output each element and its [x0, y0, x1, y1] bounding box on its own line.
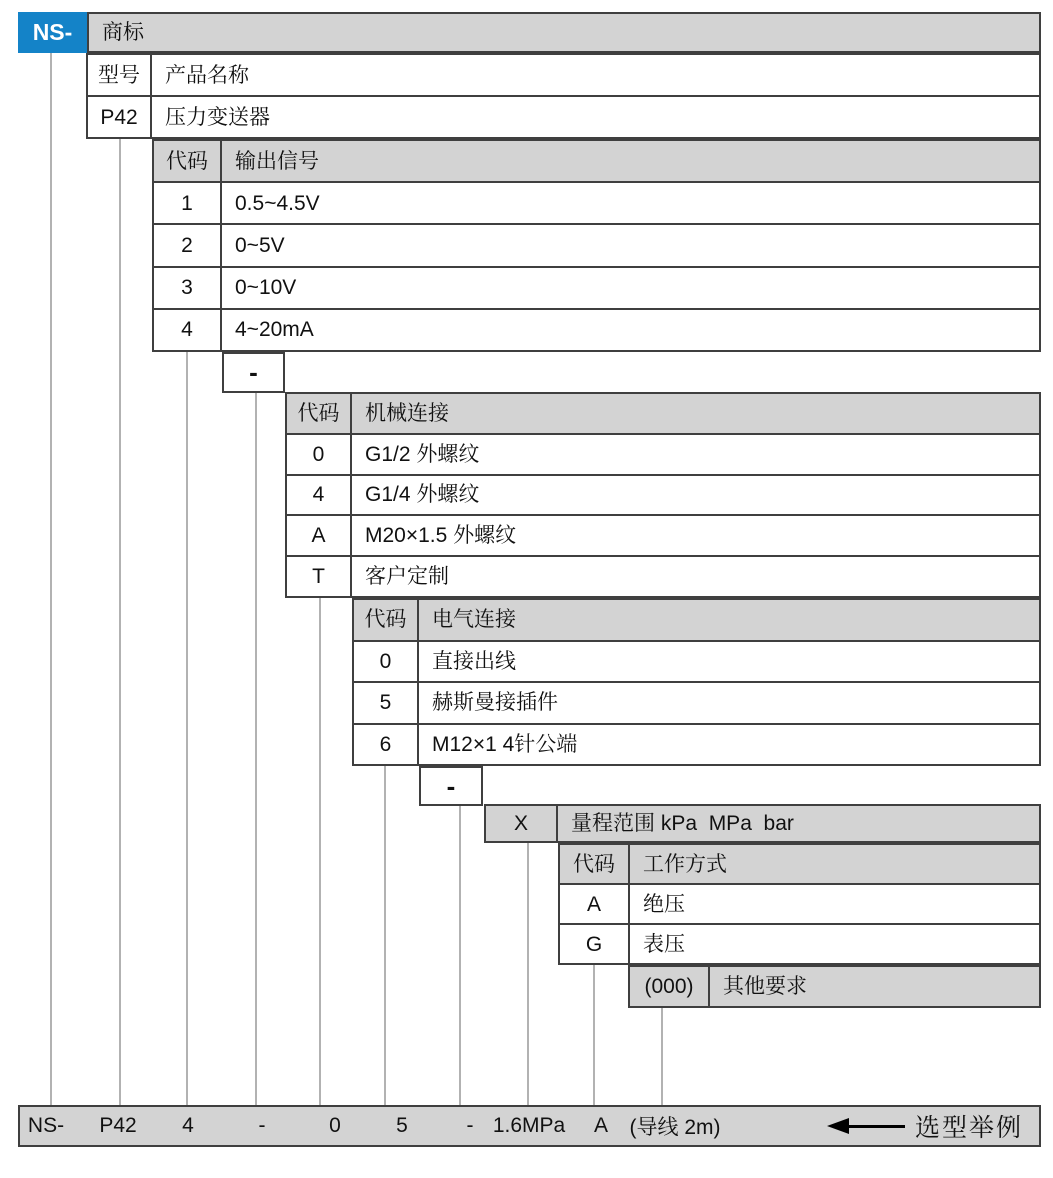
label-text: 0.5~4.5V	[235, 191, 320, 215]
range-bar	[484, 804, 1041, 843]
trademark-label: 商标	[102, 21, 144, 44]
connector-line-brand	[50, 53, 52, 1105]
header-code-text: 代码	[166, 149, 208, 173]
label-text: 压力变送器	[165, 105, 270, 129]
code-cell	[154, 310, 222, 350]
label-cell	[222, 225, 1039, 265]
connector-line-model	[119, 139, 121, 1105]
label-text: G1/2 外螺纹	[365, 442, 480, 466]
code-text: A	[311, 524, 326, 548]
code-text: T	[312, 565, 325, 589]
table-header-row	[88, 55, 1039, 95]
table-row	[154, 308, 1039, 350]
model-table	[86, 53, 1041, 139]
code-text: G	[585, 932, 603, 956]
label-cell	[352, 435, 1039, 474]
header-label-text: 电气连接	[432, 608, 516, 632]
example-pointer	[827, 1107, 1023, 1145]
label-text: 直接出线	[432, 649, 516, 673]
label-cell	[222, 310, 1039, 350]
header-label-text: 工作方式	[643, 852, 727, 876]
example-part: P42	[99, 1114, 137, 1137]
label-cell	[558, 806, 1039, 841]
label-cell	[152, 97, 1039, 137]
header-code-cell	[287, 394, 352, 433]
label-text: M20×1.5 外螺纹	[365, 524, 517, 548]
code-cell	[560, 885, 630, 923]
label-cell	[419, 683, 1039, 723]
connector-line-mode	[593, 965, 595, 1105]
table-row	[354, 681, 1039, 723]
header-label-cell	[222, 141, 1039, 181]
connector-line-dash2	[459, 806, 461, 1105]
label-cell	[419, 642, 1039, 682]
header-code-text: 代码	[364, 608, 407, 632]
connector-line-range	[527, 843, 529, 1105]
label-cell	[630, 925, 1039, 963]
header-label-text: 输出信号	[235, 149, 319, 173]
label-text: 4~20mA	[235, 318, 314, 342]
header-code-text: 代码	[573, 852, 615, 876]
table-row	[354, 640, 1039, 682]
example-part: -	[466, 1114, 474, 1137]
connector-line-other	[661, 1008, 663, 1105]
dash-text: -	[249, 357, 258, 387]
table-row	[88, 95, 1039, 137]
trademark-bar	[87, 12, 1041, 53]
label-text: M12×1 4针公端	[432, 732, 578, 756]
brand-code-box	[18, 12, 87, 53]
label-text: 其他要求	[723, 975, 807, 998]
code-text: 2	[181, 234, 193, 257]
table-row	[154, 181, 1039, 223]
label-text: G1/4 外螺纹	[365, 483, 480, 507]
code-cell	[287, 557, 352, 596]
code-cell	[154, 183, 222, 223]
table-row	[560, 923, 1039, 963]
header-label-text: 产品名称	[165, 63, 249, 87]
code-text: P42	[100, 105, 138, 129]
header-label-cell	[419, 600, 1039, 640]
example-part: A	[593, 1114, 609, 1137]
connector-line-mechanical	[319, 598, 321, 1105]
dash-separator-cell	[419, 766, 483, 806]
label-text: 赫斯曼接插件	[432, 691, 558, 715]
table-header-row	[560, 845, 1039, 883]
output-signal-table	[152, 139, 1041, 352]
header-code-text: 代码	[297, 401, 340, 425]
code-cell	[88, 97, 152, 137]
code-text: 4	[181, 318, 193, 342]
code-cell	[354, 642, 419, 682]
table-row	[287, 514, 1039, 555]
code-text: 3	[181, 276, 193, 300]
code-text: 1	[181, 191, 193, 215]
dash-text: -	[446, 770, 456, 801]
code-text: 4	[312, 483, 325, 507]
other-requirements-bar	[628, 965, 1041, 1008]
dash-separator-cell	[222, 352, 285, 393]
example-caption: 选型举例	[914, 1114, 1023, 1142]
label-text: 0~5V	[235, 234, 285, 257]
label-cell	[222, 268, 1039, 308]
code-text: 0	[312, 442, 325, 466]
arrow-shaft	[849, 1125, 905, 1128]
brand-code-text: NS-	[32, 19, 73, 45]
example-part: 0	[329, 1114, 341, 1137]
header-label-cell	[352, 394, 1039, 433]
arrow-left-icon	[827, 1118, 849, 1134]
example-part: NS-	[27, 1114, 65, 1137]
label-cell	[419, 725, 1039, 765]
code-text: 0	[379, 649, 392, 673]
table-header-row	[154, 141, 1039, 181]
connector-line-electrical	[384, 766, 386, 1105]
label-text: 量程范围 kPa MPa bar	[571, 812, 794, 835]
header-label-cell	[630, 845, 1039, 883]
code-text: A	[586, 892, 601, 916]
header-code-cell	[354, 600, 419, 640]
example-part: 1.6MPa	[492, 1114, 566, 1137]
label-cell	[222, 183, 1039, 223]
code-text: (000)	[644, 975, 694, 998]
label-text: 客户定制	[365, 565, 449, 589]
header-code-text: 型号	[98, 63, 140, 87]
code-text: 5	[379, 691, 392, 715]
label-cell	[352, 516, 1039, 555]
code-cell	[154, 268, 222, 308]
table-row	[287, 474, 1039, 515]
header-code-cell	[88, 55, 152, 95]
header-code-cell	[154, 141, 222, 181]
header-label-cell	[152, 55, 1039, 95]
example-row	[18, 1105, 1041, 1147]
label-text: 绝压	[643, 892, 685, 916]
example-part: 5	[396, 1114, 408, 1137]
example-part: 4	[182, 1114, 194, 1137]
working-mode-table	[558, 843, 1041, 965]
table-row	[287, 555, 1039, 596]
example-part: -	[258, 1114, 266, 1137]
header-label-text: 机械连接	[365, 401, 449, 425]
code-cell	[560, 925, 630, 963]
code-cell	[354, 683, 419, 723]
label-text: 0~10V	[235, 276, 297, 300]
table-header-row	[354, 600, 1039, 640]
label-cell	[352, 557, 1039, 596]
code-cell	[354, 725, 419, 765]
example-part: (导线 2m)	[629, 1116, 721, 1139]
electrical-connection-table	[352, 598, 1041, 766]
code-text: X	[513, 812, 528, 835]
mechanical-connection-table	[285, 392, 1041, 598]
code-cell	[154, 225, 222, 265]
table-row	[154, 266, 1039, 308]
table-row	[287, 433, 1039, 474]
table-header-row	[287, 394, 1039, 433]
label-cell	[710, 967, 1039, 1006]
connector-line-output	[186, 352, 188, 1105]
label-cell	[630, 885, 1039, 923]
label-cell	[352, 476, 1039, 515]
code-cell	[287, 516, 352, 555]
label-text: 表压	[643, 932, 685, 956]
code-text: 6	[379, 732, 392, 756]
code-cell	[630, 967, 710, 1006]
table-row	[560, 883, 1039, 923]
table-row	[154, 223, 1039, 265]
table-row	[354, 723, 1039, 765]
connector-line-dash1	[255, 393, 257, 1105]
code-cell	[287, 476, 352, 515]
header-code-cell	[560, 845, 630, 883]
code-cell	[287, 435, 352, 474]
code-cell	[486, 806, 558, 841]
